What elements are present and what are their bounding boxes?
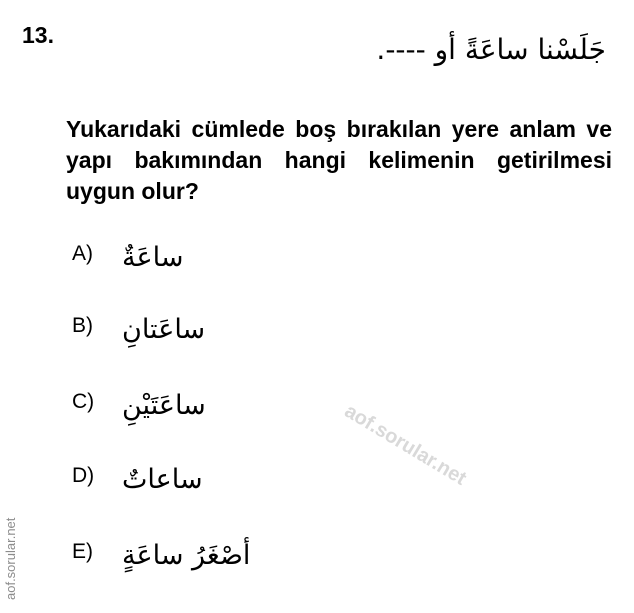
question-number: 13. bbox=[22, 22, 54, 48]
option-d-letter: D) bbox=[72, 464, 95, 487]
option-b-letter: B) bbox=[72, 314, 93, 337]
option-e-text: أصْغَرُ ساعَةٍ bbox=[122, 540, 251, 571]
option-e-letter: E) bbox=[72, 540, 93, 563]
option-d-text: ساعاتٌ bbox=[122, 464, 203, 495]
question-prompt: Yukarıdaki cümlede boş bırakılan yere anlam ve yapı bakımından hangi kelimenin getirilmesi uygun olur? bbox=[66, 116, 612, 204]
option-b-text: ساعَتانِ bbox=[122, 314, 206, 345]
watermark-side: aof.sorular.net bbox=[3, 517, 18, 600]
watermark-center: aof.sorular.net bbox=[340, 400, 471, 490]
option-c-text: ساعَتَيْنِ bbox=[122, 390, 206, 421]
arabic-sentence: جَلَسْنا ساعَةً أو ----. bbox=[376, 33, 606, 66]
option-a-text: ساعَةٌ bbox=[122, 242, 184, 273]
option-c-letter: C) bbox=[72, 390, 95, 413]
option-a-letter: A) bbox=[72, 242, 93, 265]
